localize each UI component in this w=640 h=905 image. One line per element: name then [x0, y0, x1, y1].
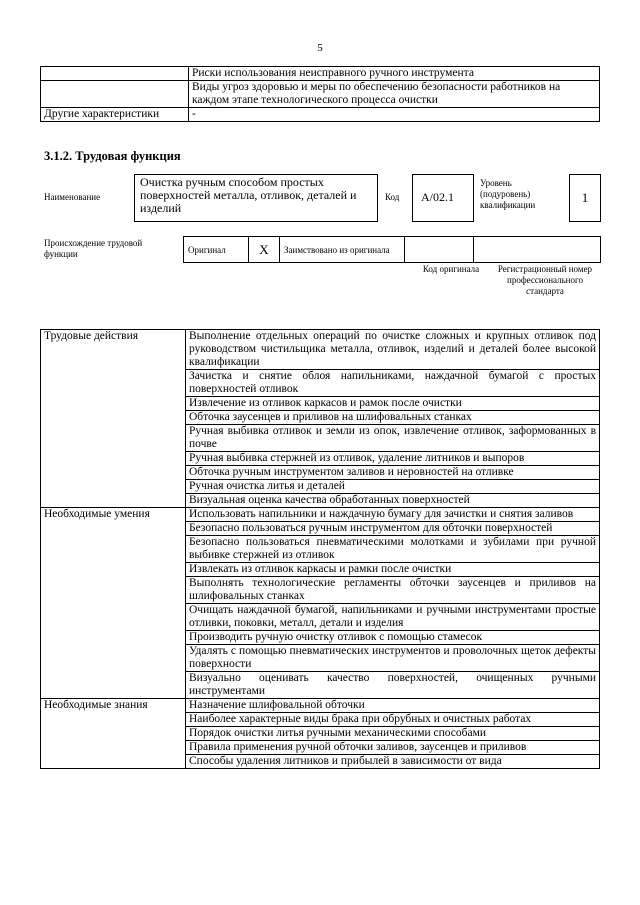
group-label: Необходимые знания [41, 699, 186, 769]
group-item: Способы удаления литников и прибылей в зависимости от вида [186, 755, 600, 769]
group-item: Очищать наждачной бумагой, напильниками и ручными инструментами простые отливки, поковки, металл, детали и изделия [186, 604, 600, 631]
group-item: Извлекать из отливок каркасы и рамки после очистки [186, 563, 600, 577]
group-item: Удалять с помощью пневматических инструментов и проволочных щеток дефекты поверхности [186, 645, 600, 672]
group-item: Назначение шлифовальной обточки [186, 699, 600, 713]
labor-function-table [40, 329, 600, 769]
code-label: Код [385, 192, 400, 202]
table-cell-value: Риски использования неисправного ручного инструмента [189, 67, 600, 81]
table-cell-value: - [189, 108, 600, 122]
origin-code-cell [405, 237, 474, 263]
table-row [41, 81, 600, 108]
group-item: Зачистка и снятие облоя напильниками, наждачной бумагой с простых поверхностей отливок [186, 370, 600, 397]
group-item: Порядок очистки литья ручными механическими способами [186, 727, 600, 741]
table-cell-value: Виды угроз здоровью и меры по обеспечению безопасности работников на каждом этапе технологического процесса очистки [189, 81, 600, 108]
original-label: Оригинал [184, 237, 249, 263]
table-row [41, 67, 600, 81]
group-item: Производить ручную очистку отливок с помощью стамесок [186, 631, 600, 645]
name-label: Наименование [44, 192, 101, 202]
section-title: 3.1.2. Трудовая функция [44, 149, 181, 163]
level-value-box: 1 [569, 174, 601, 222]
group-item: Ручная выбивка стержней из отливок, удаление литников и выпоров [186, 452, 600, 466]
group-item: Безопасно пользоваться ручным инструментом для обточки поверхностей [186, 522, 600, 536]
function-name-box: Очистка ручным способом простых поверхностей металла, отливок, деталей и изделий [134, 174, 378, 222]
table-cell-label: Другие характеристики [41, 108, 189, 122]
top-characteristics-table [40, 66, 600, 122]
reg-number-caption: Регистрационный номер профессионального стандарта [497, 264, 593, 296]
group-item: Обточка ручным инструментом заливов и неровностей на отливке [186, 466, 600, 480]
origin-label: Происхождение трудовой функции [44, 238, 143, 259]
group-item: Ручная очистка литья и деталей [186, 480, 600, 494]
group-item: Использовать напильники и наждачную бумагу для зачистки и снятия заливов [186, 508, 600, 522]
group-item: Безопасно пользоваться пневматическими молотками и зубилами при ручной выбивке стержней из отливок [186, 536, 600, 563]
group-label: Трудовые действия [41, 330, 186, 508]
level-label: Уровень (подуровень) квалификации [480, 178, 536, 210]
page-number: 5 [317, 42, 323, 54]
function-code-box: А/02.1 [412, 174, 474, 222]
group-item: Извлечение из отливок каркасов и рамок после очистки [186, 397, 600, 411]
code-caption: Код оригинала [422, 264, 480, 274]
origin-table [183, 236, 601, 263]
table-row [41, 508, 600, 522]
table-cell-label [41, 67, 189, 81]
origin-reg-cell [474, 237, 601, 263]
group-item: Визуальная оценка качества обработанных поверхностей [186, 494, 600, 508]
group-item: Выполнение отдельных операций по очистке сложных и крупных отливок под руководством чистильщика металла, отливок, изделий и деталей более высокой квалификации [186, 330, 600, 370]
group-item: Обточка заусенцев и приливов на шлифовальных станках [186, 411, 600, 425]
borrowed-label: Заимствовано из оригинала [280, 237, 405, 263]
table-row [41, 330, 600, 370]
table-cell-label [41, 81, 189, 108]
group-item: Ручная выбивка отливок и земли из опок, извлечение отливок, заформованных в почве [186, 425, 600, 452]
group-item: Визуально оценивать качество поверхностей, очищенных ручными инструментами [186, 672, 600, 699]
original-mark: X [249, 237, 280, 263]
group-label: Необходимые умения [41, 508, 186, 699]
group-item: Правила применения ручной обточки заливов, заусенцев и приливов [186, 741, 600, 755]
group-item: Наиболее характерные виды брака при обрубных и очистных работах [186, 713, 600, 727]
table-row [184, 237, 601, 263]
table-row [41, 108, 600, 122]
table-row [41, 699, 600, 713]
group-item: Выполнять технологические регламенты обточки заусенцев и приливов на шлифовальных станках [186, 577, 600, 604]
